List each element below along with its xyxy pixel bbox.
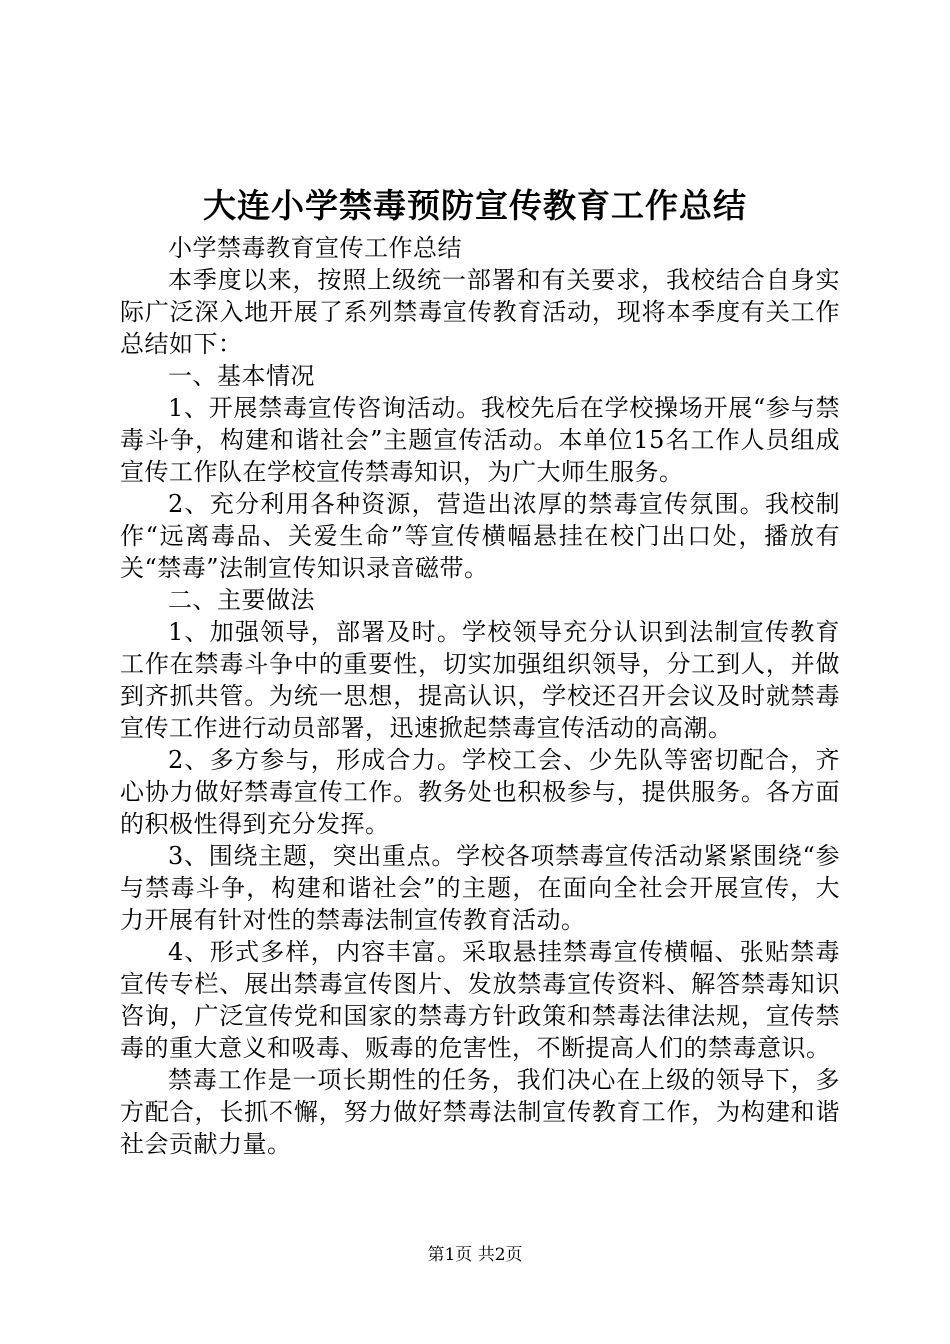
section-heading-basic: 一、基本情况 [168, 362, 315, 390]
page-number-footer: 第1页 共2页 [427, 1245, 523, 1265]
basic-item-1: 1、开展禁毒宣传咨询活动。我校先后在学校操场开展“参与禁毒斗争，构建和谐社会”主题宣传活动。本单位15名工作人员组成宣传工作队在学校宣传禁毒知识，为广大师生服务。 [120, 394, 840, 486]
intro-paragraph: 本季度以来，按照上级统一部署和有关要求，我校结合自身实际广泛深入地开展了系列禁毒宣传教育活动，现将本季度有关工作总结如下： [120, 266, 840, 358]
method-item-2: 2、多方参与，形成合力。学校工会、少先队等密切配合，齐心协力做好禁毒宣传工作。教务处也积极参与，提供服务。各方面的积极性得到充分发挥。 [120, 746, 840, 838]
conclusion-paragraph: 禁毒工作是一项长期性的任务，我们决心在上级的领导下，多方配合，长抓不懈，努力做好禁毒法制宣传教育工作，为构建和谐社会贡献力量。 [120, 1066, 840, 1158]
section-heading-methods: 二、主要做法 [168, 586, 315, 614]
method-item-3: 3、围绕主题，突出重点。学校各项禁毒宣传活动紧紧围绕“参与禁毒斗争，构建和谐社会”的主题，在面向全社会开展宣传，大力开展有针对性的禁毒法制宣传教育活动。 [120, 842, 840, 934]
subtitle-paragraph: 小学禁毒教育宣传工作总结 [168, 234, 462, 262]
document-title: 大连小学禁毒预防宣传教育工作总结 [203, 186, 747, 225]
basic-item-2: 2、充分利用各种资源，营造出浓厚的禁毒宣传氛围。我校制作“远离毒品、关爱生命”等宣传横幅悬挂在校门出口处，播放有关“禁毒”法制宣传知识录音磁带。 [120, 490, 840, 582]
document-body [120, 232, 840, 1160]
method-item-4: 4、形式多样，内容丰富。采取悬挂禁毒宣传横幅、张贴禁毒宣传专栏、展出禁毒宣传图片、发放禁毒宣传资料、解答禁毒知识咨询，广泛宣传党和国家的禁毒方针政策和禁毒法律法规，宣传禁毒的重大意义和吸毒、贩毒的危害性，不断提高人们的禁毒意识。 [120, 938, 840, 1062]
method-item-1: 1、加强领导，部署及时。学校领导充分认识到法制宣传教育工作在禁毒斗争中的重要性，切实加强组织领导，分工到人，并做到齐抓共管。为统一思想，提高认识，学校还召开会议及时就禁毒宣传工作进行动员部署，迅速掀起禁毒宣传活动的高潮。 [120, 618, 840, 742]
